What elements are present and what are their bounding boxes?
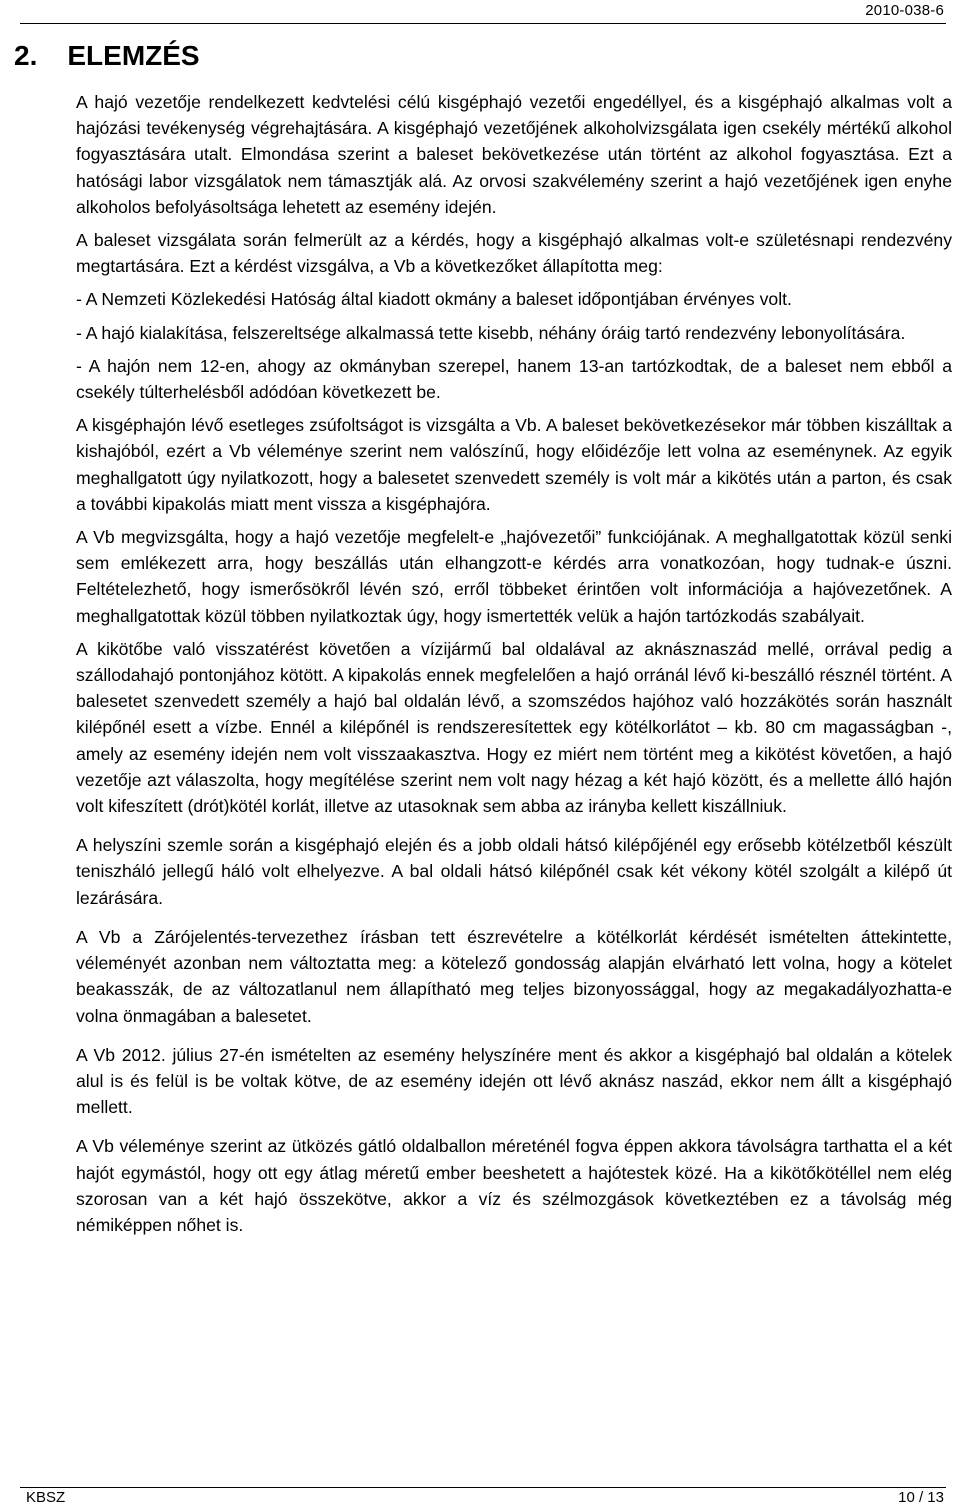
section-number: 2. — [14, 40, 38, 71]
paragraph: A Vb véleménye szerint az ütközés gátló oldalballon méreténél fogva éppen akkora távolságra tarthatta el a két hajót egymástól, hogy ott egy átlag méretű ember beeshetett a hajótestek közé. Ha a kikötőkötéllel nem elég szorosan van a két hajó összekötve, akkor a víz és szélmozgások következtében ez a távolság még némiképpen nőhet is. — [76, 1136, 952, 1235]
list-item: - A Nemzeti Közlekedési Hatóság által kiadott okmány a baleset időpontjában érvényes volt. — [76, 289, 792, 310]
footer-org: KBSZ — [26, 1489, 66, 1506]
header-rule — [20, 23, 946, 24]
paragraph: A kikötőbe való visszatérést követően a vízijármű bal oldalával az aknásznaszád mellé, orrával pedig a szállodahajó pontonjához kötött. A kipakolás ennek megfelelően a hajó orránál lévő ki-beszálló résznél történt. A balesetet szenvedett személy a hajó bal oldalán lévő, a szomszédos hajóhoz való hozzákötés során használt kilépőnél esett a vízbe. Ennél a kilépőnél is rendszeresítettek egy kötélkorlátot – kb. 80 cm magasságban -, amely az esemény idején nem volt visszaakasztva. Hogy ez miért nem történt meg a kikötést követően, a hajó vezetője azt válaszolta, hogy megítélése szerint nem volt nagy hézag a két hajó között, és a mellette álló hajón volt kifeszített (drót)kötél korlát, illetve az utasoknak sem abba az irányba kellett kiszállniuk. — [76, 638, 952, 817]
paragraph: A hajó vezetője rendelkezett kedvtelési célú kisgéphajó vezetői engedéllyel, és a kisgéphajó alkalmas volt a hajózási tevékenység végrehajtására. A kisgéphajó vezetőjének alkoholvizsgálata igen csekély mértékű alkohol fogyasztására utalt. Elmondása szerint a baleset bekövetkezése után történt az alkohol fogyasztása. Ezt a hatósági labor vizsgálatok nem támasztják alá. Az orvosi szakvélemény szerint a hajó vezetőjének igen enyhe alkoholos befolyásoltsága lehetett az esemény idején. — [76, 92, 952, 217]
paragraph: A Vb megvizsgálta, hogy a hajó vezetője megfelelt-e „hajóvezetői” funkciójának. A meghallgatottak közül senki sem emlékezett arra, hogy beszállás után elhangzott-e kérdés arra vonatkozóan, hogy tudnak-e úszni. Feltételezhető, hogy ismerősökről lévén szó, erről többeket érintően volt információja a hajóvezetőnek. A meghallgatottak közül többen nyilatkoztak úgy, hogy ismertették velük a hajón tartózkodás szabályait. — [76, 527, 952, 626]
footer-rule — [20, 1487, 946, 1488]
document-id: 2010-038-6 — [865, 2, 944, 19]
paragraph: A kisgéphajón lévő esetleges zsúfoltságot is vizsgálta a Vb. A baleset bekövetkezésekor már többen kiszálltak a kishajóból, ezért a Vb véleménye szerint nem valószínű, hogy előidézője lett volna az eseménynek. Az egyik meghallgatott úgy nyilatkozott, hogy a balesetet szenvedett személy is volt már a kikötés után a parton, és csak a további kipakolás miatt ment vissza a kisgéphajóra. — [76, 415, 952, 514]
paragraph: A helyszíni szemle során a kisgéphajó elején és a jobb oldali hátsó kilépőjénél egy erősebb kötélzetből készült teniszháló jellegű háló volt elhelyezve. A bal oldali hátsó kilépőnél csak két vékony kötél szolgált a kilépő út lezárására. — [76, 835, 952, 908]
paragraph: A Vb 2012. július 27-én ismételten az esemény helyszínére ment és akkor a kisgéphajó bal oldalán a kötelek alul is és felül is be voltak kötve, de az esemény idején ott lévő aknász naszád, ekkor nem állt a kisgéphajó mellett. — [76, 1044, 952, 1118]
paragraph: A baleset vizsgálata során felmerült az a kérdés, hogy a kisgéphajó alkalmas volt-e születésnapi rendezvény megtartására. Ezt a kérdést vizsgálva, a Vb a következőket állapította meg: — [76, 230, 952, 277]
section-title: ELEMZÉS — [67, 40, 200, 71]
page-number: 10 / 13 — [898, 1489, 944, 1506]
document-body — [76, 89, 952, 1245]
list-item: - A hajón nem 12-en, ahogy az okmányban szerepel, hanem 13-an tartózkodtak, de a baleset nem ebből a csekély túlterhelésből adódóan következett be. — [76, 355, 952, 403]
section-heading — [14, 40, 200, 72]
paragraph: A Vb a Zárójelentés-tervezethez írásban tett észrevételre a kötélkorlát kérdését ismételten áttekintette, véleményét azonban nem változtatta meg: a kötelező gondosság alapján elvárható lett volna, hogy a kötelet beakasszák, de az változatlanul nem állapítható meg teljes bizonyossággal, hogy az megakadályozhatta-e volna önmagában a balesetet. — [76, 926, 952, 1026]
list-item: - A hajó kialakítása, felszereltsége alkalmassá tette kisebb, néhány óráig tartó rendezvény lebonyolítására. — [76, 322, 906, 343]
